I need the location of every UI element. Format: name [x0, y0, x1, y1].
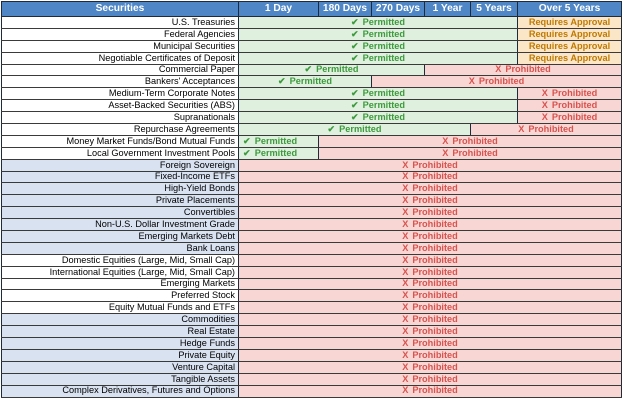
status-text: Prohibited [412, 171, 458, 182]
table-row [2, 302, 622, 314]
check-mark-icon: ✔ [243, 147, 251, 158]
table-row [2, 290, 622, 302]
status-text: Prohibited [412, 183, 458, 194]
x-mark-icon: X [402, 385, 409, 396]
x-mark-icon: X [518, 123, 525, 134]
table-row [2, 183, 622, 195]
status-prohibited [239, 349, 622, 361]
header-securities: Securities [2, 2, 239, 17]
status-permitted [239, 76, 372, 88]
status-text: Prohibited [412, 242, 458, 253]
status-permitted [239, 100, 518, 112]
security-name: Supranationals [2, 112, 239, 124]
x-mark-icon: X [402, 207, 409, 218]
status-text: Prohibited [412, 230, 458, 241]
status-permitted [239, 135, 319, 147]
security-name: Municipal Securities [2, 40, 239, 52]
status-text: Permitted [254, 135, 298, 146]
table-body [2, 17, 622, 398]
status-requires-approval: Requires Approval [518, 40, 622, 52]
status-text: Prohibited [452, 147, 498, 158]
table-row [2, 112, 622, 124]
status-prohibited [425, 64, 622, 76]
status-text: Prohibited [412, 278, 458, 289]
check-mark-icon: ✔ [350, 16, 359, 27]
table-row [2, 242, 622, 254]
status-text: Prohibited [412, 254, 458, 265]
security-name: Emerging Markets Debt [2, 231, 239, 243]
x-mark-icon: X [541, 88, 548, 99]
table-row [2, 17, 622, 29]
table-row [2, 385, 622, 397]
x-mark-icon: X [402, 159, 409, 170]
table-row [2, 361, 622, 373]
table-row [2, 64, 622, 76]
status-text: Permitted [362, 111, 406, 122]
security-name: Venture Capital [2, 361, 239, 373]
status-permitted [239, 124, 471, 136]
status-permitted [239, 147, 319, 159]
table-row [2, 52, 622, 64]
status-permitted [239, 28, 518, 40]
status-prohibited [239, 266, 622, 278]
check-mark-icon: ✔ [350, 28, 359, 39]
table-row [2, 349, 622, 361]
status-text: Permitted [362, 28, 406, 39]
check-mark-icon: ✔ [350, 40, 359, 51]
x-mark-icon: X [402, 290, 409, 301]
status-prohibited [239, 231, 622, 243]
x-mark-icon: X [402, 254, 409, 265]
security-name: International Equities (Large, Mid, Small Cap) [2, 266, 239, 278]
check-mark-icon: ✔ [304, 64, 313, 75]
security-name: Bankers' Acceptances [2, 76, 239, 88]
x-mark-icon: X [402, 373, 409, 384]
table-row [2, 124, 622, 136]
status-permitted [239, 88, 518, 100]
header-5-years: 5 Years [471, 2, 518, 17]
status-prohibited [239, 373, 622, 385]
security-name: Negotiable Certificates of Deposit [2, 52, 239, 64]
table-row [2, 326, 622, 338]
status-text: Prohibited [412, 361, 458, 372]
security-name: U.S. Treasuries [2, 17, 239, 29]
security-name: Private Equity [2, 349, 239, 361]
security-name: Preferred Stock [2, 290, 239, 302]
status-text: Permitted [254, 147, 298, 158]
status-prohibited [518, 88, 622, 100]
x-mark-icon: X [402, 302, 409, 313]
x-mark-icon: X [541, 100, 548, 111]
status-prohibited [239, 183, 622, 195]
status-prohibited [239, 290, 622, 302]
security-name: Domestic Equities (Large, Mid, Small Cap) [2, 254, 239, 266]
x-mark-icon: X [402, 278, 409, 289]
x-mark-icon: X [402, 242, 409, 253]
x-mark-icon: X [541, 111, 548, 122]
x-mark-icon: X [442, 147, 449, 158]
table-row [2, 147, 622, 159]
status-permitted [239, 52, 518, 64]
security-name: Real Estate [2, 326, 239, 338]
x-mark-icon: X [402, 326, 409, 336]
table-row [2, 40, 622, 52]
status-text: Permitted [316, 64, 359, 75]
status-text: Prohibited [412, 207, 458, 218]
security-name: Non-U.S. Dollar Investment Grade [2, 219, 239, 231]
status-permitted [239, 40, 518, 52]
check-mark-icon: ✔ [350, 100, 359, 111]
table-row [2, 266, 622, 278]
table-row [2, 338, 622, 350]
check-mark-icon: ✔ [277, 76, 286, 87]
status-prohibited [518, 112, 622, 124]
status-prohibited [239, 385, 622, 397]
header-1-day: 1 Day [239, 2, 319, 17]
security-name: Fixed-Income ETFs [2, 171, 239, 183]
status-prohibited [239, 302, 622, 314]
x-mark-icon: X [402, 361, 409, 372]
status-text: Permitted [362, 88, 406, 99]
security-name: Tangible Assets [2, 373, 239, 385]
status-text: Prohibited [412, 337, 458, 348]
security-name: Private Placements [2, 195, 239, 207]
status-prohibited [239, 278, 622, 290]
status-requires-approval: Requires Approval [518, 17, 622, 29]
status-prohibited [239, 159, 622, 171]
x-mark-icon: X [495, 64, 502, 75]
check-mark-icon: ✔ [350, 88, 359, 99]
status-prohibited [239, 195, 622, 207]
status-text: Permitted [339, 123, 382, 134]
header-270-days: 270 Days [372, 2, 425, 17]
status-prohibited [518, 100, 622, 112]
status-text: Prohibited [412, 266, 458, 277]
status-text: Prohibited [551, 111, 598, 122]
status-prohibited [239, 171, 622, 183]
status-prohibited [239, 326, 622, 338]
x-mark-icon: X [402, 218, 409, 229]
table-row [2, 231, 622, 243]
status-permitted [239, 64, 425, 76]
security-name: Repurchase Agreements [2, 124, 239, 136]
table-row [2, 135, 622, 147]
x-mark-icon: X [442, 135, 449, 146]
header-row [2, 2, 622, 17]
table-row [2, 171, 622, 183]
table-row [2, 100, 622, 112]
status-permitted [239, 112, 518, 124]
x-mark-icon: X [402, 337, 409, 348]
check-mark-icon: ✔ [327, 123, 336, 134]
status-text: Prohibited [412, 159, 458, 170]
x-mark-icon: X [402, 266, 409, 277]
security-name: Commodities [2, 314, 239, 326]
check-mark-icon: ✔ [350, 111, 359, 122]
header-1-year: 1 Year [425, 2, 471, 17]
table-row [2, 76, 622, 88]
status-text: Prohibited [412, 349, 458, 360]
status-prohibited [239, 361, 622, 373]
status-requires-approval: Requires Approval [518, 28, 622, 40]
security-name: High-Yield Bonds [2, 183, 239, 195]
status-text: Prohibited [478, 76, 525, 87]
security-name: Equity Mutual Funds and ETFs [2, 302, 239, 314]
security-name: Convertibles [2, 207, 239, 219]
security-name: Complex Derivatives, Futures and Options [2, 385, 239, 397]
security-name: Foreign Sovereign [2, 159, 239, 171]
table-row [2, 195, 622, 207]
table-row [2, 254, 622, 266]
table-row [2, 28, 622, 40]
status-prohibited [239, 242, 622, 254]
security-name: Medium-Term Corporate Notes [2, 88, 239, 100]
security-name: Money Market Funds/Bond Mutual Funds [2, 135, 239, 147]
status-text: Prohibited [412, 302, 458, 313]
status-prohibited [471, 124, 622, 136]
header-180-days: 180 Days [319, 2, 372, 17]
status-text: Prohibited [412, 373, 458, 384]
table-row [2, 314, 622, 326]
x-mark-icon: X [402, 349, 409, 360]
status-prohibited [239, 254, 622, 266]
table-row [2, 373, 622, 385]
status-text: Prohibited [412, 218, 458, 229]
status-text: Prohibited [412, 385, 458, 396]
security-name: Bank Loans [2, 242, 239, 254]
status-text: Permitted [289, 76, 333, 87]
status-prohibited [239, 207, 622, 219]
table-row [2, 207, 622, 219]
status-prohibited [319, 147, 622, 159]
security-name: Emerging Markets [2, 278, 239, 290]
security-name: Hedge Funds [2, 338, 239, 350]
status-requires-approval: Requires Approval [518, 52, 622, 64]
x-mark-icon: X [402, 230, 409, 241]
status-text: Permitted [362, 100, 406, 111]
table-row [2, 278, 622, 290]
header-over-5-years: Over 5 Years [518, 2, 622, 17]
status-prohibited [319, 135, 622, 147]
security-name: Commercial Paper [2, 64, 239, 76]
status-text: Prohibited [412, 195, 458, 206]
check-mark-icon: ✔ [243, 135, 251, 146]
status-text: Prohibited [452, 135, 498, 146]
table-header [2, 2, 622, 17]
status-text: Prohibited [412, 290, 458, 301]
table-row [2, 159, 622, 171]
x-mark-icon: X [402, 183, 409, 194]
status-permitted [239, 17, 518, 29]
table-row [2, 219, 622, 231]
table-row [2, 88, 622, 100]
status-text: Prohibited [528, 123, 574, 134]
status-text: Prohibited [551, 100, 598, 111]
status-text: Prohibited [551, 88, 598, 99]
securities-table [1, 1, 622, 398]
status-text: Prohibited [412, 326, 458, 336]
status-prohibited [239, 219, 622, 231]
status-text: Permitted [362, 40, 406, 51]
security-name: Asset-Backed Securities (ABS) [2, 100, 239, 112]
status-text: Prohibited [505, 64, 551, 75]
x-mark-icon: X [402, 195, 409, 206]
status-prohibited [239, 314, 622, 326]
status-text: Permitted [362, 16, 406, 27]
x-mark-icon: X [468, 76, 475, 87]
security-name: Federal Agencies [2, 28, 239, 40]
check-mark-icon: ✔ [350, 52, 359, 63]
security-name: Local Government Investment Pools [2, 147, 239, 159]
status-text: Prohibited [412, 314, 458, 325]
status-prohibited [372, 76, 622, 88]
x-mark-icon: X [402, 171, 409, 182]
status-prohibited [239, 338, 622, 350]
status-text: Permitted [362, 52, 406, 63]
x-mark-icon: X [402, 314, 409, 325]
